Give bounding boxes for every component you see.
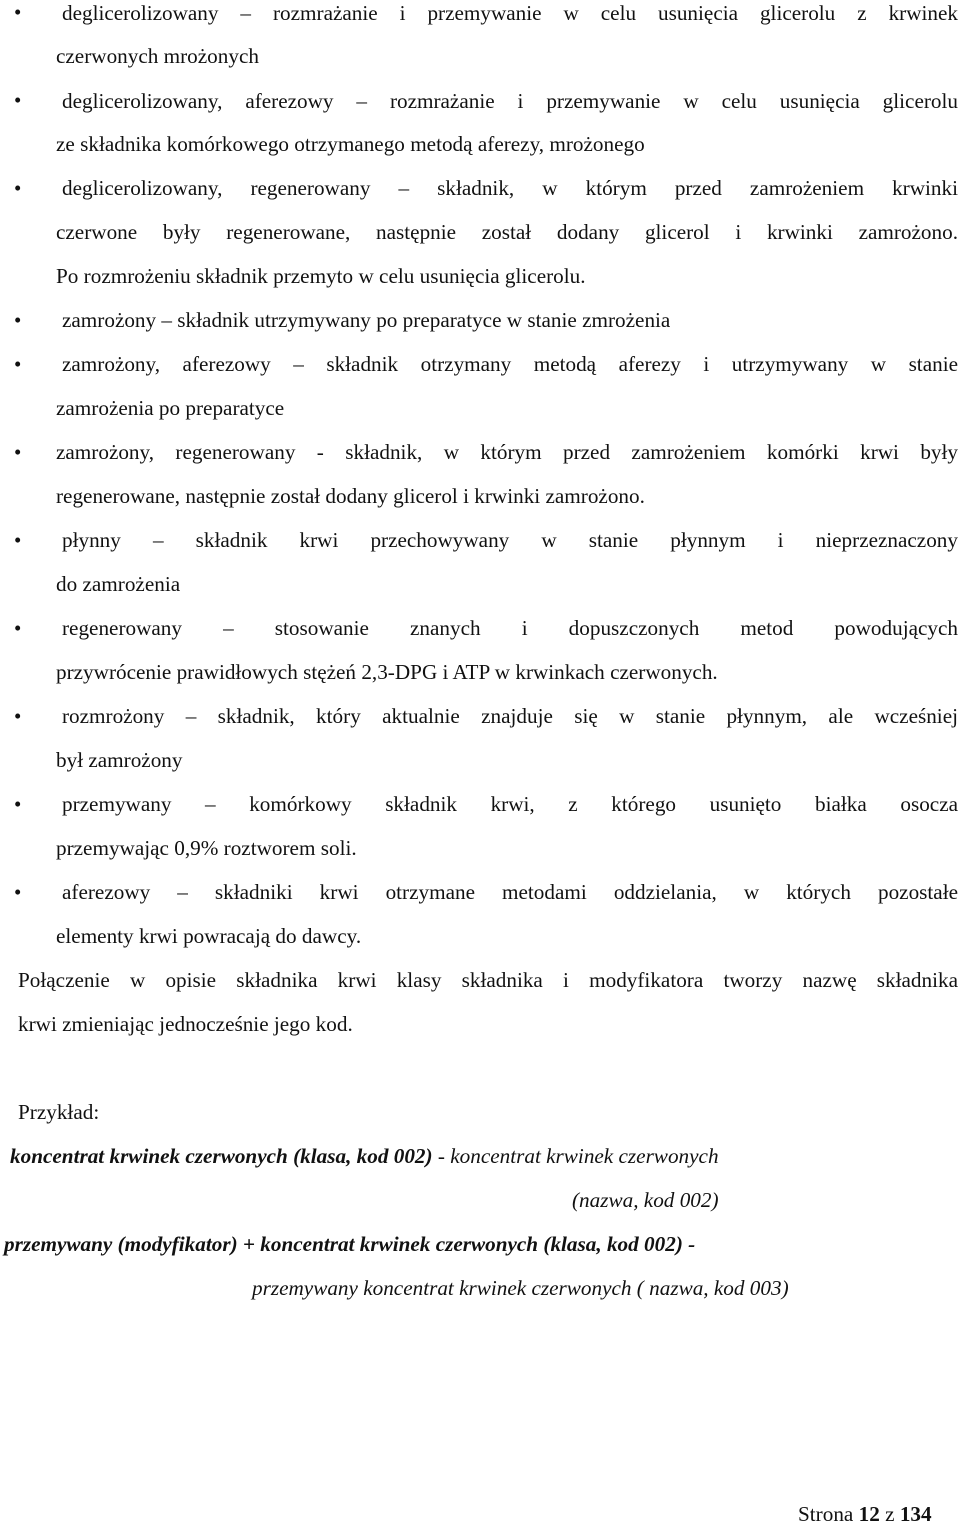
definition-line: regenerowany – stosowanie znanych i dopuszczonych metod powodujących — [62, 616, 958, 640]
definition-line: czerwone były regenerowane, następnie został dodany glicerol i krwinki zamrożono. — [56, 220, 958, 244]
definition-line: był zamrożony — [56, 748, 183, 772]
definition-line: zamrożony, regenerowany - składnik, w którym przed zamrożeniem komórki krwi były — [56, 440, 958, 464]
example-dash: - — [682, 1232, 696, 1256]
example-class-term: koncentrat krwinek czerwonych (klasa, kod 002) — [10, 1144, 433, 1168]
definition-line: deglicerolizowany, regenerowany – składnik, w którym przed zamrożeniem krwinki — [62, 176, 958, 200]
bullet-icon: • — [14, 616, 22, 640]
definition-line: płynny – składnik krwi przechowywany w stanie płynnym i nieprzeznaczony — [62, 528, 958, 552]
paragraph-line: Połączenie w opisie składnika krwi klasy składnika i modyfikatora tworzy nazwę składnika — [18, 968, 958, 992]
definition-line: do zamrożenia — [56, 572, 181, 596]
definition-line: rozmrożony – składnik, który aktualnie znajduje się w stanie płynnym, ale wcześniej — [62, 704, 958, 728]
bullet-icon: • — [14, 880, 22, 904]
definition-line: regenerowane, następnie został dodany glicerol i krwinki zamrożono. — [56, 484, 645, 508]
example-result-name: przemywany koncentrat krwinek czerwonych ( nazwa, kod 003) — [252, 1276, 789, 1300]
bullet-icon: • — [14, 0, 22, 24]
bullet-icon: • — [14, 528, 22, 552]
bullet-icon: • — [14, 176, 22, 200]
definition-line: deglicerolizowany, aferezowy – rozmrażanie i przemywanie w celu usunięcia glicerolu — [62, 89, 958, 113]
definition-line: zamrożenia po preparatyce — [56, 396, 285, 420]
paragraph-line: krwi zmieniając jednocześnie jego kod. — [18, 1012, 353, 1036]
bullet-icon: • — [14, 792, 22, 816]
page-label: Strona — [798, 1502, 854, 1526]
definition-line: aferezowy – składniki krwi otrzymane metodami oddzielania, w których pozostałe — [62, 880, 958, 904]
definition-line: deglicerolizowany – rozmrażanie i przemywanie w celu usunięcia glicerolu z krwinek — [62, 1, 958, 25]
definition-line: elementy krwi powracają do dawcy. — [56, 924, 362, 948]
bullet-icon: • — [14, 308, 22, 332]
example-result-name: - koncentrat krwinek czerwonych — [432, 1144, 719, 1168]
bullet-icon: • — [14, 440, 22, 464]
definition-line: przywrócenie prawidłowych stężeń 2,3-DPG i ATP w krwinkach czerwonych. — [56, 660, 718, 684]
example-heading: Przykład: — [18, 1100, 100, 1124]
definition-line: przemywany – komórkowy składnik krwi, z którego usunięto białka osocza — [62, 792, 958, 816]
definition-line: czerwonych mrożonych — [56, 44, 259, 68]
bullet-icon: • — [14, 704, 22, 728]
definition-line: zamrożony, aferezowy – składnik otrzymany metodą aferezy i utrzymywany w stanie — [62, 352, 958, 376]
current-page: 12 — [858, 1502, 880, 1526]
definition-line: przemywając 0,9% roztworem soli. — [56, 836, 357, 860]
example-line — [4, 1234, 695, 1255]
definition-line: Po rozmrożeniu składnik przemyto w celu usunięcia glicerolu. — [56, 264, 586, 288]
bullet-icon: • — [14, 88, 22, 112]
definition-line: zamrożony – składnik utrzymywany po preparatyce w stanie zmrożenia — [62, 308, 671, 332]
definition-line: ze składnika komórkowego otrzymanego metodą aferezy, mrożonego — [56, 132, 645, 156]
example-result-code: (nazwa, kod 002) — [572, 1188, 719, 1212]
page-number-footer — [798, 1504, 932, 1525]
example-line — [10, 1146, 719, 1167]
bullet-icon: • — [14, 352, 22, 376]
total-pages: 134 — [899, 1502, 932, 1526]
page-of-label: z — [885, 1502, 895, 1526]
example-modifier-term: przemywany (modyfikator) + koncentrat krwinek czerwonych (klasa, kod 002) — [4, 1232, 683, 1256]
